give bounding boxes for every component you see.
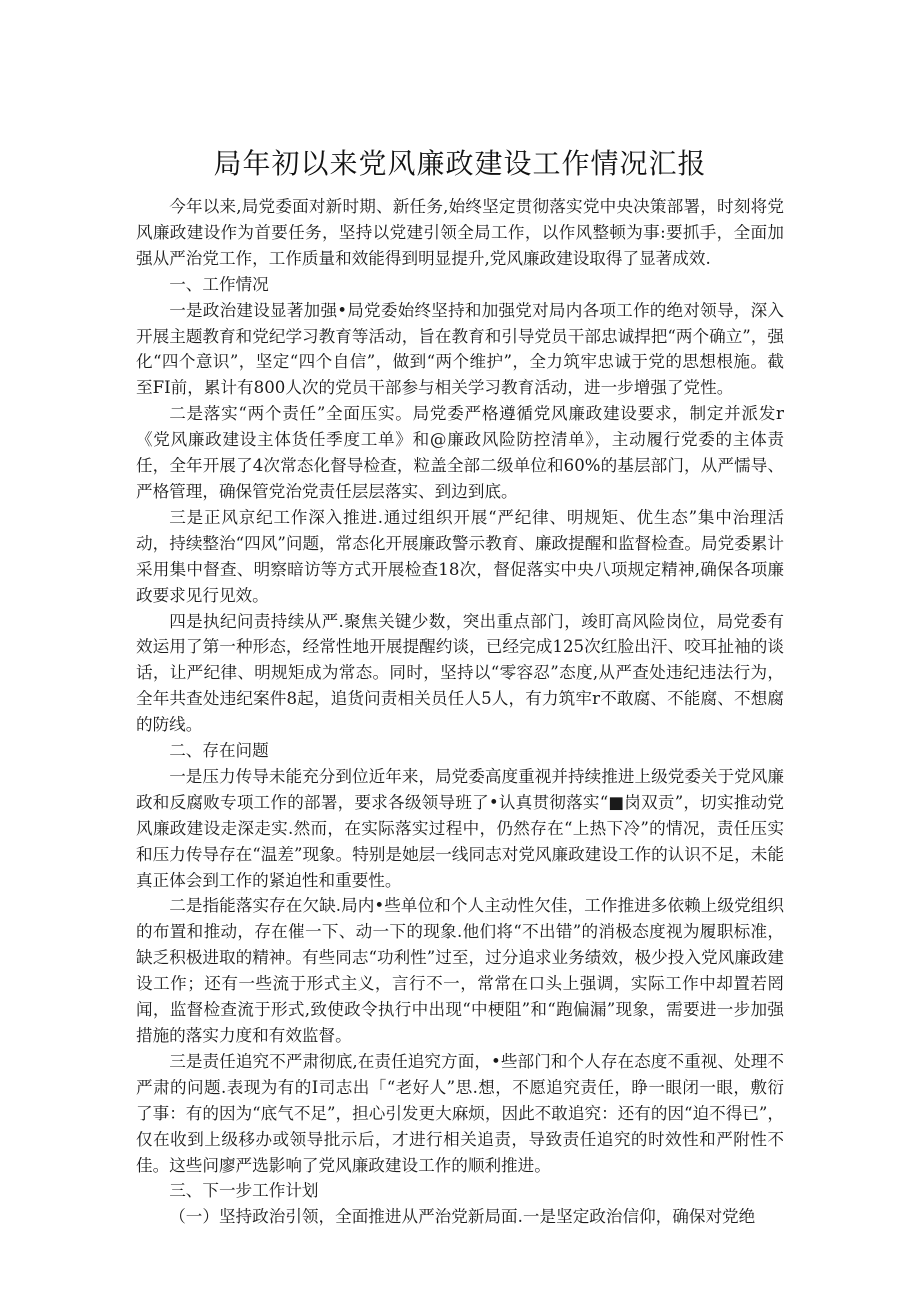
paragraph-political-leadership: （一）坚持政治引领，全面推进从严治党新局面.一是坚定政治信仰，确保对党绝 (169, 1207, 756, 1227)
paragraph-pressure-transmission: 一是压力传导未能充分到位近年来，局党委高度重视并持续推进上级党委关于党风廉政和反腐败专项工作的部署，要求各级领导班了•认真贯彻落实“■岗双贡”，切实推动党风廉政建设走深走实.然而，在实际落实过程中，仍然存在“上热下冷”的情况，责任压实和压力传导存在“温差”现象。特别是她层一线同志对党风廉政建设工作的认识不足，未能真正体会到工作的紧迫性和重要性。 (136, 766, 784, 890)
paragraph-accountability: 四是执纪问责持续从严.聚焦关键少数，突出重点部门，竣盯高风险岗位，局党委有效运用了第一种形态，经常性地开展提醒约谈，已经完成125次红脸出汗、咬耳扯袖的谈话，让严纪律、明规矩成为常态。同时，坚持以“零容忍”态度,从严查处违纪违法行为，全年共查处违纪案件8起，追货问责相关员任人5人，有力筑牢r不敢腐、不能腐、不想腐的防线。 (136, 611, 784, 735)
paragraph-discipline-rectification: 三是正风京纪工作深入推进.通过组织开展“严纪律、明规矩、优生态”集中治理活动，持续整治“四风”问题，常态化开展廉政警示教育、廉政提醒和监督检查。局党委累计采用集中督查、明察暗访等方式开展检查18次，督促落实中央八项规定精神,确保各项廉政要求见行见效。 (136, 507, 784, 605)
paragraph-political-building: 一是政治建设显著加强•局党委始终坚持和加强党对局内各项工作的绝对领导，深入开展主题教育和党纪学习教育等活动，旨在教育和引导党员干部忠诚捍把“两个确立”，强化“四个意识”，坚定“四个自信”，做到“两个维护”，全力筑牢忠诚于党的思想根施。截至FI前，累计有800人次的党员干部参与相关学习教育活动，进一步增强了党性。 (136, 300, 784, 398)
section-heading-problems: 二、存在问题 (169, 741, 269, 761)
document-body (136, 194, 784, 1230)
paragraph-accountability-issues: 三是责任追究不严肃彻底,在责任追究方面，•些部门和个人存在态度不重视、处理不严肃的问题.表现为有的I司志出「“老好人”思.想，不愿追究责任，睁一眼闭一眼，敷衍了事：有的因为“底气不足”，担心引发更大麻烦，因此不敢追究：还有的因“迫不得已”，仅在收到上级移办或领导批示后，才进行相关追责，导致责任追究的时效性和严附性不佳。这些问廖严选影响了党风廉政建设工作的顺利推进。 (136, 1051, 784, 1175)
paragraph-two-responsibilities: 二是落实“两个责任”全面压实。局党委严格遵循党风廉政建设要求，制定并派发r《党风廉政建设主体货任季度工单》和@廉政风险防控清单》，主动履行党委的主体责任，全年开展了4次常态化督导检查，粒盖全部二级单位和60%的基层部门，从严懦导、严格管理，确保管党治党责任层层落实、到边到底。 (136, 404, 784, 501)
document-title: 局年初以来党风廉政建设工作情况汇报 (213, 147, 707, 180)
section-heading-next-steps: 三、下一步工作计划 (169, 1181, 319, 1201)
paragraph-implementation-gaps: 二是指能落实存在欠缺.局内•些单位和个人主动性欠佳，工作推进多依赖上级党组织的布置和推动，存在催一下、动一下的现象.他们将“不出错”的消极态度视为履职标准，缺乏积极进取的精神。有些同志“功利性”过至，过分追求业务绩效，极少投入党风廉政建设工作；还有一些流于形式主义，言行不一，常常在口头上强调，实际工作中却置若罔闻，监督检查流于形式,致使政令执行中出现“中梗阻”和“跑偏漏”现象，需要进一步加强措施的落实力度和有效监督。 (136, 896, 784, 1045)
intro-paragraph: 今年以来,局党委面对新时期、新任务,始终坚定贯彻落实党中央决策部署，时刻将党风廉政建设作为首要任务，坚持以党建引领全局工作，以作风整顿为事:要抓手，全面加强从严治党工作，工作质量和效能得到明显提升,党风廉政建设取得了显著成效. (136, 197, 784, 268)
section-heading-work-status: 一、工作情况 (169, 274, 269, 294)
